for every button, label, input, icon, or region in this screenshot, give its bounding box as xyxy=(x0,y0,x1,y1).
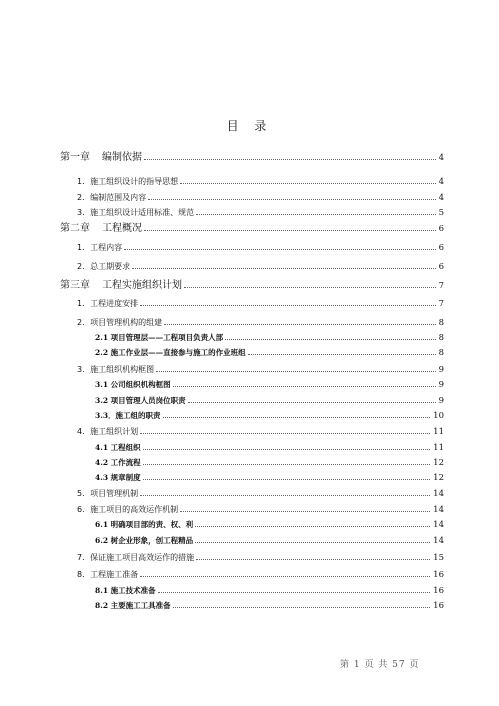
dot-leader xyxy=(196,214,435,215)
dot-leader xyxy=(164,324,435,325)
toc-page-number: 4 xyxy=(438,177,444,187)
toc-entry[interactable] xyxy=(60,222,444,234)
dot-leader xyxy=(140,576,430,577)
toc-page-number: 10 xyxy=(433,411,444,421)
toc-page-number: 9 xyxy=(438,380,444,390)
toc-entry[interactable] xyxy=(77,241,444,253)
toc-page-number: 5 xyxy=(438,208,444,218)
dot-leader xyxy=(124,249,435,250)
dot-leader xyxy=(188,402,436,403)
page-footer: 第 1 页 共 57 页 xyxy=(340,660,420,670)
dot-leader xyxy=(140,495,430,496)
toc-entry-label: 5．项目管理机制 xyxy=(77,489,139,498)
toc-entry[interactable] xyxy=(60,279,444,291)
toc-page-number: 14 xyxy=(433,505,444,515)
toc-entry-label: 8.2 主要施工工具准备 xyxy=(95,601,171,610)
toc-entry[interactable] xyxy=(95,584,444,596)
toc-page-number: 14 xyxy=(433,489,444,499)
toc-page-number: 11 xyxy=(433,443,444,453)
chapter-number: 第三章 xyxy=(60,280,90,291)
dot-leader xyxy=(195,542,430,543)
toc-entry-label: 2.2 施工作业层——直接参与施工的作业班组 xyxy=(95,348,246,357)
toc-page-number: 9 xyxy=(438,365,444,375)
toc-entry-label: 1．工程进度安排 xyxy=(77,299,139,308)
toc-page-number: 8 xyxy=(438,333,444,343)
toc-entry-label: 2．总工期要求 xyxy=(77,262,131,271)
toc-entry[interactable] xyxy=(77,363,444,375)
toc-entry[interactable] xyxy=(77,551,444,563)
toc-entry-label: 8．工程施工准备 xyxy=(77,570,139,579)
dot-leader xyxy=(144,159,436,160)
dot-leader xyxy=(143,479,431,480)
dot-leader xyxy=(140,433,430,434)
toc-page-number: 12 xyxy=(433,458,444,468)
toc-page-number: 14 xyxy=(433,536,444,546)
dot-leader xyxy=(140,305,435,306)
toc-entry[interactable] xyxy=(77,260,444,272)
toc-entry-label: 2．项目管理机构的组建 xyxy=(77,318,163,327)
toc-entry-label: 7．保证施工项目高效运作的措施 xyxy=(77,553,195,562)
toc-entry-label: 3.3．施工组的职责 xyxy=(95,411,161,420)
toc-entry-label xyxy=(60,148,142,163)
dot-leader xyxy=(143,464,431,465)
dot-leader xyxy=(143,449,431,450)
toc-entry-label: 4.3 规章制度 xyxy=(95,473,141,482)
toc-entry[interactable] xyxy=(95,599,444,611)
toc-entry[interactable] xyxy=(77,316,444,328)
toc-entry-label: 2.1 项目管理层——工程项目负责人部 xyxy=(95,333,224,342)
chapter-number: 第一章 xyxy=(60,152,90,163)
toc-entry[interactable] xyxy=(77,297,444,309)
chapter-title: 编制依据 xyxy=(102,152,142,163)
dot-leader xyxy=(180,511,430,512)
toc-entry[interactable] xyxy=(77,503,444,515)
dot-leader xyxy=(156,371,435,372)
toc-page-number: 14 xyxy=(433,520,444,530)
dot-leader xyxy=(173,386,436,387)
dot-leader xyxy=(132,268,435,269)
chapter-title: 工程实施组织计划 xyxy=(102,280,182,291)
chapter-title: 工程概况 xyxy=(102,223,142,234)
toc-page-number: 12 xyxy=(433,473,444,483)
toc-page-number: 16 xyxy=(433,601,444,611)
toc-entry[interactable] xyxy=(77,487,444,499)
toc-entry[interactable] xyxy=(95,409,444,421)
toc-entry[interactable] xyxy=(95,456,444,468)
toc-entry-label: 4．施工组织计划 xyxy=(77,427,139,436)
chapter-number: 第二章 xyxy=(60,223,90,234)
toc-entry-label: 4.1 工程组织 xyxy=(95,443,141,452)
toc-entry[interactable] xyxy=(95,346,444,358)
toc-entry-label: 6．施工项目的高效运作机制 xyxy=(77,505,179,514)
dot-leader xyxy=(158,592,431,593)
toc-entry[interactable] xyxy=(60,151,444,163)
toc-entry-label: 3.1 公司组织机构框图 xyxy=(95,380,171,389)
toc-entry-label: 8.1 施工技术准备 xyxy=(95,586,156,595)
toc-entry-label xyxy=(60,219,142,234)
toc-page-number: 16 xyxy=(433,586,444,596)
dot-leader xyxy=(184,287,436,288)
toc-entry-label: 2．编制范围及内容 xyxy=(77,193,147,202)
toc-entry[interactable] xyxy=(95,518,444,530)
toc-entry[interactable] xyxy=(77,191,444,203)
toc-entry[interactable] xyxy=(77,175,444,187)
dot-leader xyxy=(225,339,435,340)
toc-entry-label: 3．施工组织设计适用标准、规范 xyxy=(77,208,195,217)
dot-leader xyxy=(173,607,431,608)
toc-page-number: 4 xyxy=(438,193,444,203)
toc-page-number: 9 xyxy=(438,396,444,406)
toc-entry-label: 6.1 明确项目部的责、权、利 xyxy=(95,520,194,529)
toc-entry[interactable] xyxy=(95,471,444,483)
dot-leader xyxy=(248,354,436,355)
toc-page-number: 6 xyxy=(438,243,444,253)
toc-page-number: 8 xyxy=(438,318,444,328)
dot-leader xyxy=(144,230,436,231)
toc-title: 目 录 xyxy=(226,119,273,133)
toc-entry-label: 3．施工组织机构框图 xyxy=(77,365,155,374)
toc-page-number: 7 xyxy=(438,299,444,309)
toc-entry-label xyxy=(60,276,182,291)
toc-page-number: 8 xyxy=(438,348,444,358)
toc-entry-label: 4.2 工作流程 xyxy=(95,458,141,467)
toc-entry[interactable] xyxy=(77,425,444,437)
toc-page-number: 16 xyxy=(433,570,444,580)
toc-entry[interactable] xyxy=(95,378,444,390)
toc-page-number: 4 xyxy=(438,153,444,163)
toc-page-number: 6 xyxy=(438,224,444,234)
toc-entry-label: 1．施工组织设计的指导思想 xyxy=(77,177,179,186)
toc-page-number: 11 xyxy=(433,427,444,437)
toc-page-number: 7 xyxy=(438,281,444,291)
dot-leader xyxy=(180,183,435,184)
toc-entry[interactable] xyxy=(77,568,444,580)
toc-entry[interactable] xyxy=(95,331,444,343)
toc-entry[interactable] xyxy=(77,206,444,218)
toc-entry[interactable] xyxy=(95,534,444,546)
toc-entry[interactable] xyxy=(95,441,444,453)
toc-page-number: 15 xyxy=(433,553,444,563)
toc-entry-label: 1．工程内容 xyxy=(77,243,123,252)
dot-leader xyxy=(196,559,430,560)
dot-leader xyxy=(148,199,435,200)
dot-leader xyxy=(195,526,430,527)
toc-page-number: 6 xyxy=(438,262,444,272)
toc-entry-label: 3.2 项目管理人员岗位职责 xyxy=(95,396,186,405)
toc-entry[interactable] xyxy=(95,394,444,406)
toc-entry-label: 6.2 树企业形象，创工程精品 xyxy=(95,536,194,545)
dot-leader xyxy=(163,417,431,418)
